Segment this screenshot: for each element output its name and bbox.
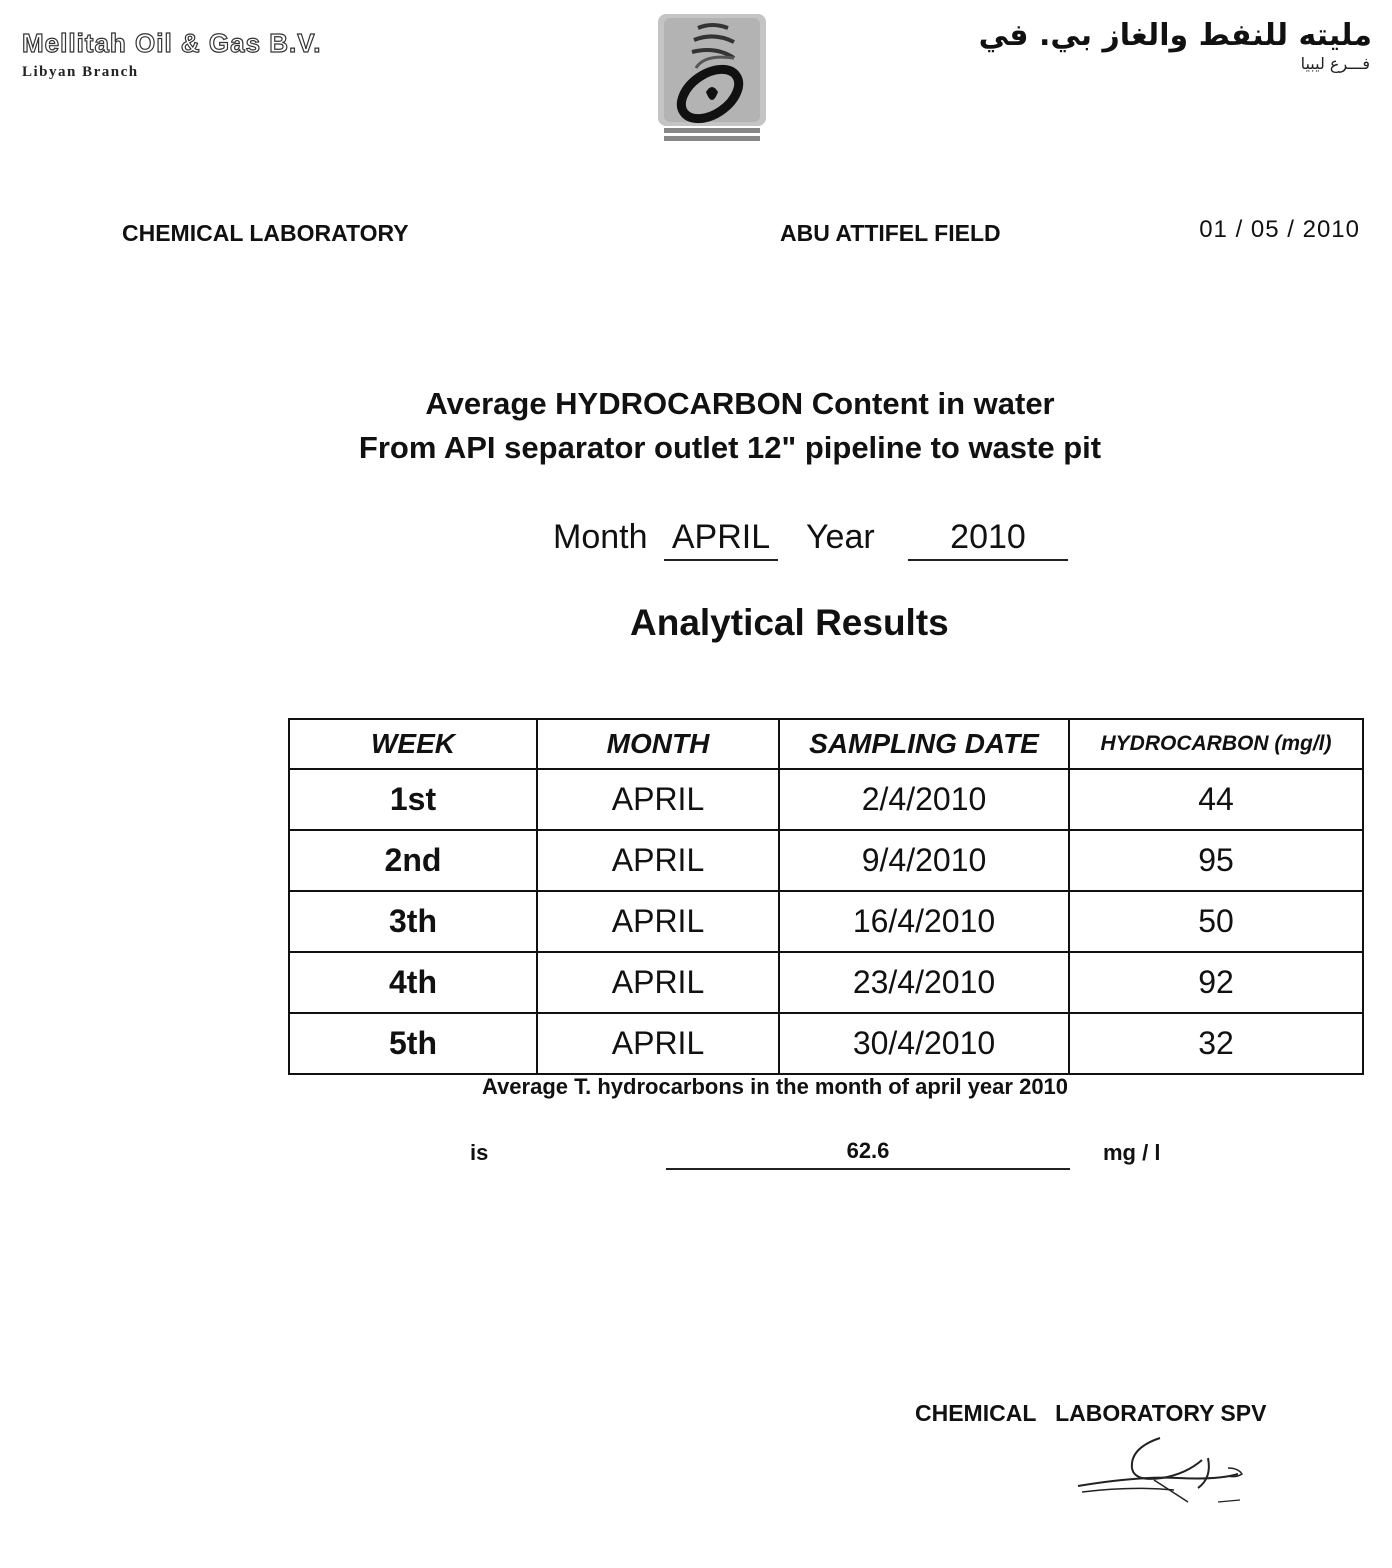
handwritten-signature [1068,1428,1268,1518]
week-cell: 2nd [289,830,537,891]
hydrocarbon-cell: 92 [1069,952,1363,1013]
column-header-month: MONTH [537,719,779,769]
average-is-label: is [470,1140,489,1165]
column-header-sampling-date: SAMPLING DATE [779,719,1069,769]
hydrocarbon-cell: 32 [1069,1013,1363,1074]
report-title-line-1: Average HYDROCARBON Content in water [425,386,1055,421]
report-title-line-2: From API separator outlet 12" pipeline to waste pit [358,430,1102,465]
year-value: 2010 [908,518,1068,561]
signer-title: CHEMICAL LABORATORY SPV [915,1400,1267,1426]
company-logo [654,12,770,146]
company-name-english: Mellitah Oil & Gas B.V. [22,28,322,58]
sampling-date-cell: 9/4/2010 [779,830,1069,891]
sampling-date-cell: 23/4/2010 [779,952,1069,1013]
table-header-row [289,719,1363,769]
hydrocarbon-cell: 44 [1069,769,1363,830]
week-cell: 3th [289,891,537,952]
column-header-hydrocarbon: HYDROCARBON (mg/l) [1069,719,1363,769]
company-name-arabic: مليته للنفط والغاز بي. في [978,18,1372,53]
results-table [288,718,1364,1075]
branch-name-english: Libyan Branch [22,64,139,80]
month-label: Month [553,518,648,556]
week-cell: 5th [289,1013,537,1074]
month-cell: APRIL [537,769,779,830]
table-row [289,830,1363,891]
table-row [289,891,1363,952]
hydrocarbon-cell: 50 [1069,891,1363,952]
month-cell: APRIL [537,830,779,891]
report-date: 01 / 05 / 2010 [1199,216,1360,243]
section-title: Analytical Results [630,602,949,643]
average-value: 62.6 [666,1138,1070,1170]
year-label: Year [806,518,875,556]
month-value: APRIL [664,518,778,561]
hydrocarbon-cell: 95 [1069,830,1363,891]
month-cell: APRIL [537,952,779,1013]
sampling-date-cell: 30/4/2010 [779,1013,1069,1074]
table-row [289,1013,1363,1074]
field-name: ABU ATTIFEL FIELD [780,220,1001,246]
table-row [289,952,1363,1013]
month-cell: APRIL [537,891,779,952]
average-summary-text: Average T. hydrocarbons in the month of april year 2010 [482,1074,1069,1099]
average-unit: mg / l [1103,1140,1161,1165]
month-cell: APRIL [537,1013,779,1074]
branch-name-arabic: فـــرع ليبيا [1300,54,1370,73]
week-cell: 1st [289,769,537,830]
week-cell: 4th [289,952,537,1013]
sampling-date-cell: 16/4/2010 [779,891,1069,952]
table-row [289,769,1363,830]
sampling-date-cell: 2/4/2010 [779,769,1069,830]
column-header-week: WEEK [289,719,537,769]
department-label: CHEMICAL LABORATORY [122,220,409,246]
